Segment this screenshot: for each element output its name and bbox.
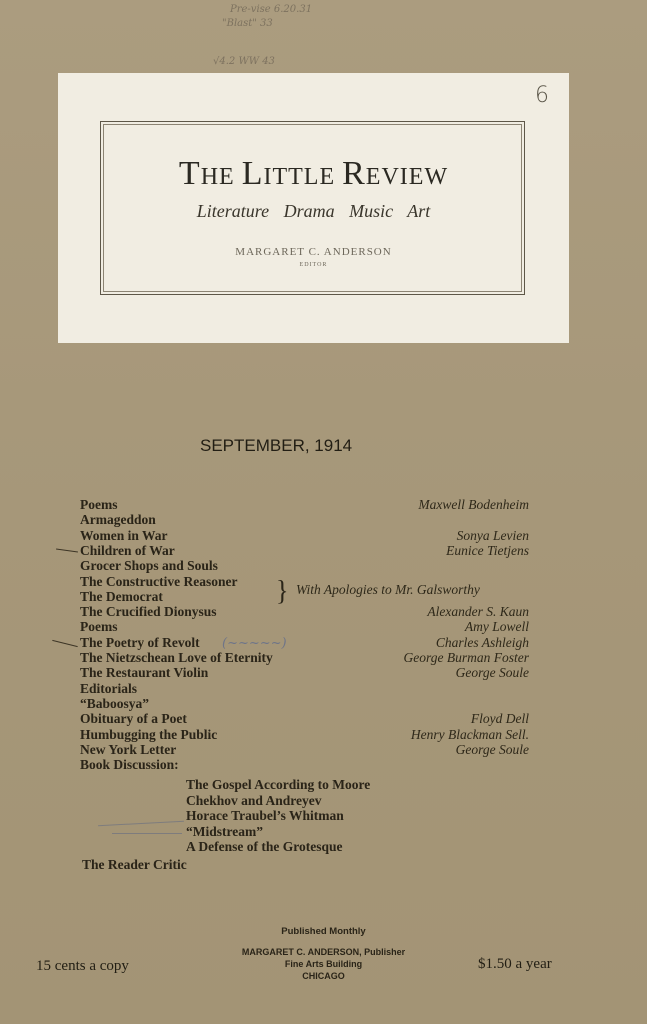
toc-title: Humbugging the Public: [80, 726, 218, 742]
pencil-check-mark: [56, 548, 78, 552]
pencil-annotation: √4.2 WW 43: [213, 56, 275, 67]
book-discussion-item: Horace Traubel’s Whitman: [186, 808, 344, 823]
toc-author: George Soule: [455, 665, 529, 681]
toc-author: George Burman Foster: [403, 650, 529, 665]
toc-author: Amy Lowell: [464, 619, 529, 635]
toc-title: “Baboosya”: [80, 695, 150, 711]
publisher-city: CHICAGO: [302, 971, 345, 981]
issue-date: SEPTEMBER, 1914: [200, 436, 353, 455]
price-per-year: $1.50 a year: [478, 956, 552, 972]
editor-name: MARGARET C. ANDERSON: [235, 246, 392, 258]
toc-author: Maxwell Bodenheim: [418, 497, 529, 512]
toc-author: Charles Ashleigh: [435, 634, 529, 650]
toc-title: Armageddon: [80, 512, 156, 528]
toc-title: Editorials: [80, 680, 138, 696]
price-per-copy: 15 cents a copy: [36, 958, 129, 974]
toc-title: The Crucified Dionysus: [80, 604, 217, 620]
toc-title: Poems: [80, 619, 118, 635]
toc-author: Floyd Dell: [470, 711, 529, 727]
book-discussion-item: A Defense of the Grotesque: [186, 839, 343, 854]
pencil-check-mark: [52, 640, 77, 647]
group-attribution: With Apologies to Mr. Galsworthy: [296, 582, 480, 597]
toc-title: The Constructive Reasoner: [80, 573, 238, 589]
toc-title: Women in War: [80, 527, 168, 543]
toc-title: Poems: [80, 497, 118, 512]
page-number: 6: [535, 83, 549, 108]
reader-critic: The Reader Critic: [82, 857, 187, 872]
toc-author: Sonya Levien: [456, 527, 529, 543]
pencil-annotation: Pre-vise 6.20.31: [230, 4, 313, 15]
toc-title: Book Discussion:: [80, 757, 179, 773]
book-discussion-item: The Gospel According to Moore: [186, 777, 371, 792]
pen-mark: [98, 821, 184, 826]
magazine-title: THE LITTLE REVIEW: [178, 155, 449, 192]
toc-author: George Soule: [455, 741, 529, 757]
toc-title: The Democrat: [80, 588, 163, 604]
editor-role: EDITOR: [299, 262, 328, 268]
toc-title: Obituary of a Poet: [80, 711, 187, 727]
masthead-label: [58, 73, 569, 343]
pencil-annotation: (~~~~~): [222, 636, 287, 651]
book-discussion-item: “Midstream”: [186, 823, 263, 839]
toc-author: Henry Blackman Sell.: [410, 726, 529, 742]
publication-frequency: Published Monthly: [281, 926, 366, 937]
toc-title: Children of War: [80, 542, 175, 558]
toc-author: Alexander S. Kaun: [427, 604, 529, 620]
toc-author: Eunice Tietjens: [446, 542, 529, 558]
brace-icon: }: [276, 574, 289, 607]
toc-title: The Restaurant Violin: [80, 665, 209, 681]
magazine-subtitle: Literature Drama Music Art: [196, 201, 431, 221]
pen-mark: [112, 833, 182, 834]
pencil-annotation: "Blast" 33: [222, 18, 273, 29]
publisher-address: Fine Arts Building: [284, 959, 363, 969]
toc-title: Grocer Shops and Souls: [80, 558, 218, 574]
toc-title: The Poetry of Revolt: [80, 634, 200, 650]
book-discussion-item: Chekhov and Andreyev: [186, 792, 322, 808]
toc-title: The Nietzschean Love of Eternity: [80, 650, 273, 665]
publisher-name: MARGARET C. ANDERSON, Publisher: [241, 947, 406, 957]
toc-title: New York Letter: [80, 741, 177, 757]
